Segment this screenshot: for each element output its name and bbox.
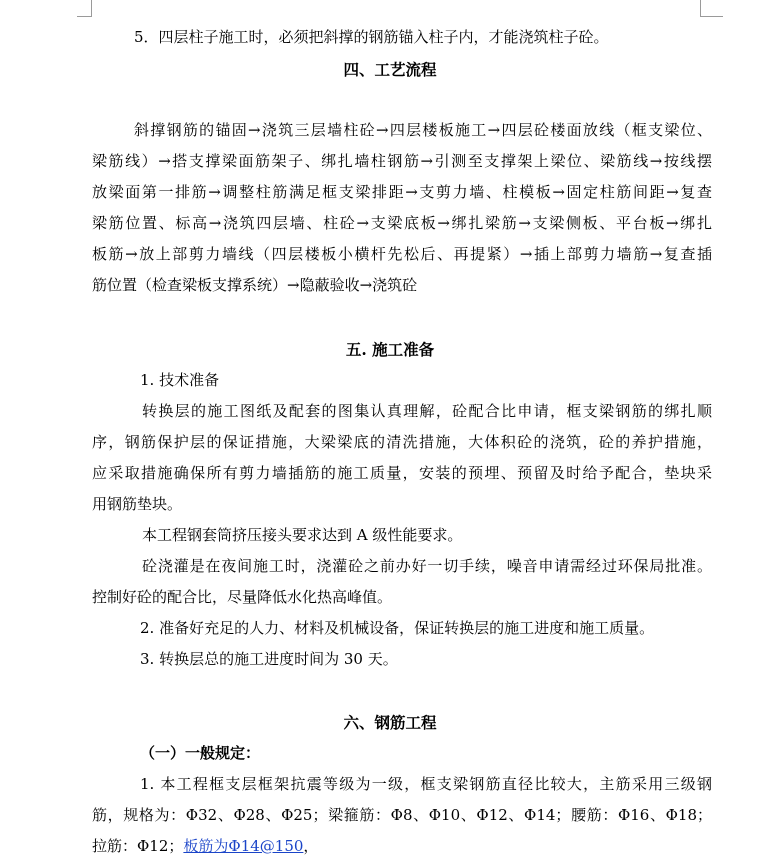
process-line-1: 斜撑钢筋的锚固→浇筑三层墙柱砼→四层楼板施工→四层砼楼面放线（框支梁位、 <box>134 121 712 139</box>
process-line-2: 梁筋线）→搭支撑梁面筋架子、绑扎墙柱钢筋→引测至支撑架上梁位、梁筋线→按线摆 <box>92 152 712 170</box>
para3-line-1: 砼浇灌是在夜间施工时，浇灌砼之前办好一切手续，噪音申请需经过环保局批准。 <box>142 557 712 575</box>
para1-line-3: 应采取措施确保所有剪力墙插筋的施工质量，安装的预埋、预留及时给予配合，垫块采 <box>92 464 712 482</box>
para2: 本工程钢套筒挤压接头要求达到 A 级性能要求。 <box>142 526 463 544</box>
rule1-line-3-suffix: ， <box>303 837 319 855</box>
process-line-6: 筋位置（检查梁板支撑系统）→隐蔽验收→浇筑砼 <box>92 276 418 294</box>
section-5-title: 五. 施工准备 <box>345 340 435 359</box>
para1-line-2: 序，钢筋保护层的保证措施，大梁梁底的清洗措施，大体积砼的浇筑，砼的养护措施， <box>92 433 712 451</box>
item-5: 5．四层柱子施工时，必须把斜撑的钢筋锚入柱子内，才能浇筑柱子砼。 <box>134 28 609 46</box>
rule1-line-2: 筋，规格为：Φ32、Φ28、Φ25；梁箍筋：Φ8、Φ10、Φ12、Φ14；腰筋：Φ16、Φ18； <box>92 806 712 824</box>
para3-line-2: 控制好砼的配合比，尽量降低水化热高峰值。 <box>92 588 393 606</box>
process-line-5: 板筋→放上部剪力墙线（四层楼板小横杆先松后、再提紧）→插上部剪力墙筋→复查插 <box>92 245 712 263</box>
crop-mark-top-left <box>77 0 92 17</box>
tech-prep-heading: 1. 技术准备 <box>140 371 220 389</box>
para1-line-1: 转换层的施工图纸及配套的图集认真理解，砼配合比申请，框支梁钢筋的绑扎顺 <box>142 402 712 420</box>
item-3: 3. 转换层总的施工进度时间为 30 天。 <box>140 650 398 668</box>
crop-mark-top-right <box>700 0 723 17</box>
para1-line-4: 用钢筋垫块。 <box>92 495 183 513</box>
process-line-4: 梁筋位置、标高→浇筑四层墙、柱砼→支梁底板→绑扎梁筋→支梁侧板、平台板→绑扎 <box>92 214 712 232</box>
slab-rebar-link[interactable]: 板筋为Φ14@150 <box>183 837 304 855</box>
rule1-line-3 <box>92 835 712 856</box>
item-2: 2. 准备好充足的人力、材料及机械设备，保证转换层的施工进度和施工质量。 <box>140 619 655 637</box>
rule1-line-1: 1. 本工程框支层框架抗震等级为一级，框支梁钢筋直径比较大，主筋采用三级钢 <box>140 775 712 793</box>
section-4-title: 四、工艺流程 <box>343 60 437 79</box>
process-line-3: 放梁面第一排筋→调整柱筋满足框支梁排距→支剪力墙、柱模板→固定柱筋间距→复查 <box>92 183 712 201</box>
rule1-line-3-prefix: 拉筋：Φ12； <box>92 837 184 855</box>
section-6-title: 六、钢筋工程 <box>343 713 437 732</box>
subsection-1-title: （一）一般规定： <box>140 744 261 762</box>
